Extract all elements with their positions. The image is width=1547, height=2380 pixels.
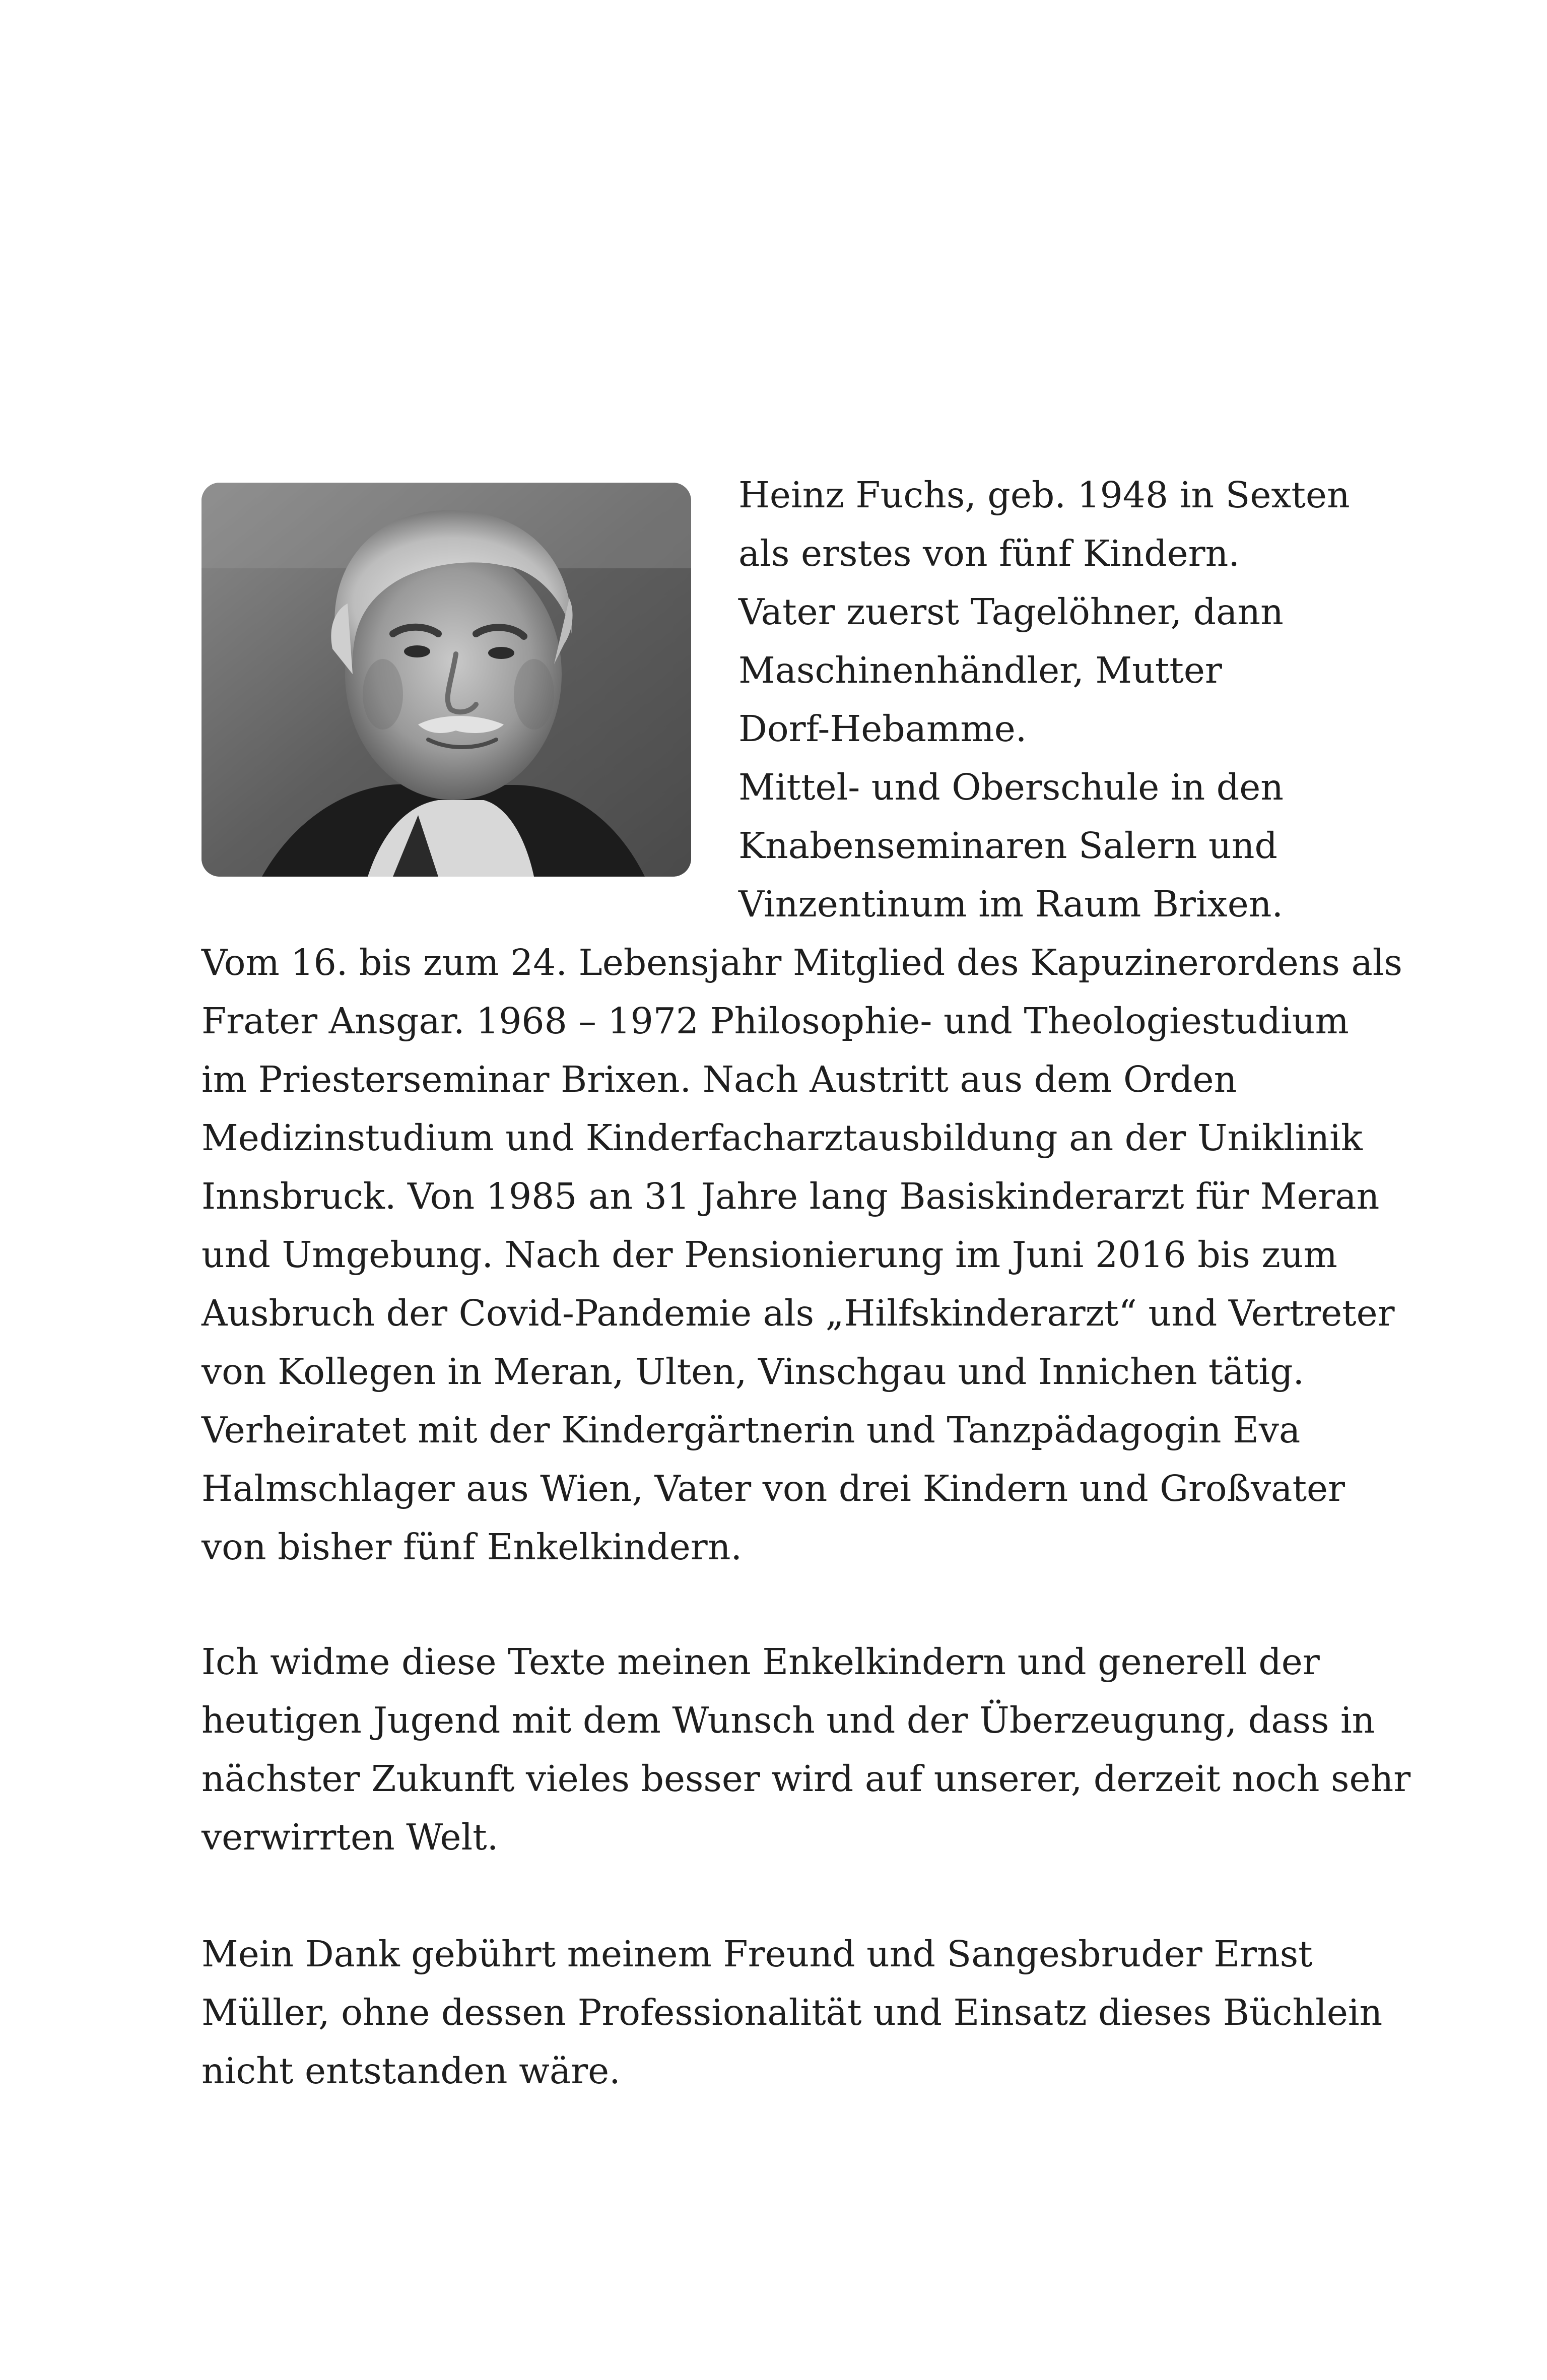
dedication-paragraph <box>201 1633 1411 1867</box>
bio-line: Medizinstudium und Kinderfacharztausbildung an der Uniklinik <box>201 1117 1363 1159</box>
bio-line: Ausbruch der Covid-Pandemie als „Hilfskinderarzt“ und Vertreter <box>201 1292 1395 1334</box>
author-portrait-photo <box>201 483 691 877</box>
bio-line: von Kollegen in Meran, Ulten, Vinschgau und Innichen tätig. <box>201 1351 1305 1393</box>
dedication-line: verwirrten Welt. <box>201 1816 499 1858</box>
bio-line: von bisher fünf Enkelkindern. <box>201 1526 743 1568</box>
acknowledgement-line: Müller, ohne dessen Professionalität und Einsatz dieses Büchlein <box>201 1992 1383 2033</box>
bio-line: Innsbruck. Von 1985 an 31 Jahre lang Basiskinderarzt für Meran <box>201 1175 1380 1217</box>
bio-intro-line: Vinzentinum im Raum Brixen. <box>738 883 1284 925</box>
bio-intro-line: Maschinenhändler, Mutter <box>738 649 1222 691</box>
bio-paragraph <box>201 934 1402 1576</box>
bio-line: Vom 16. bis zum 24. Lebensjahr Mitglied des Kapuzinerordens als <box>201 942 1402 983</box>
bio-intro-line: Heinz Fuchs, geb. 1948 in Sexten <box>738 474 1350 516</box>
bio-intro-line: Dorf-Hebamme. <box>738 708 1027 750</box>
bio-line: Halmschlager aus Wien, Vater von drei Kindern und Großvater <box>201 1468 1345 1509</box>
acknowledgement-line: nicht entstanden wäre. <box>201 2050 621 2092</box>
bio-line: im Priesterseminar Brixen. Nach Austritt aus dem Orden <box>201 1059 1237 1100</box>
portrait-image <box>201 483 691 877</box>
bio-intro-line: Mittel- und Oberschule in den <box>738 766 1284 808</box>
bio-intro <box>738 466 1363 934</box>
bio-line: Frater Ansgar. 1968 – 1972 Philosophie- und Theologiestudium <box>201 1000 1349 1042</box>
acknowledgement-paragraph <box>201 1925 1383 2100</box>
acknowledgement-line: Mein Dank gebührt meinem Freund und Sangesbruder Ernst <box>201 1933 1313 1975</box>
dedication-line: nächster Zukunft vieles besser wird auf unserer, derzeit noch sehr <box>201 1758 1411 1800</box>
bio-intro-line: Knabenseminaren Salern und <box>738 825 1277 867</box>
bio-line: Verheiratet mit der Kindergärtnerin und Tanzpädagogin Eva <box>201 1409 1301 1451</box>
dedication-line: heutigen Jugend mit dem Wunsch und der Überzeugung, dass in <box>201 1699 1375 1741</box>
bio-line: und Umgebung. Nach der Pensionierung im Juni 2016 bis zum <box>201 1234 1337 1276</box>
dedication-line: Ich widme diese Texte meinen Enkelkindern und generell der <box>201 1641 1320 1683</box>
bio-intro-line: als erstes von fünf Kindern. <box>738 533 1240 574</box>
bio-intro-line: Vater zuerst Tagelöhner, dann <box>738 591 1284 633</box>
